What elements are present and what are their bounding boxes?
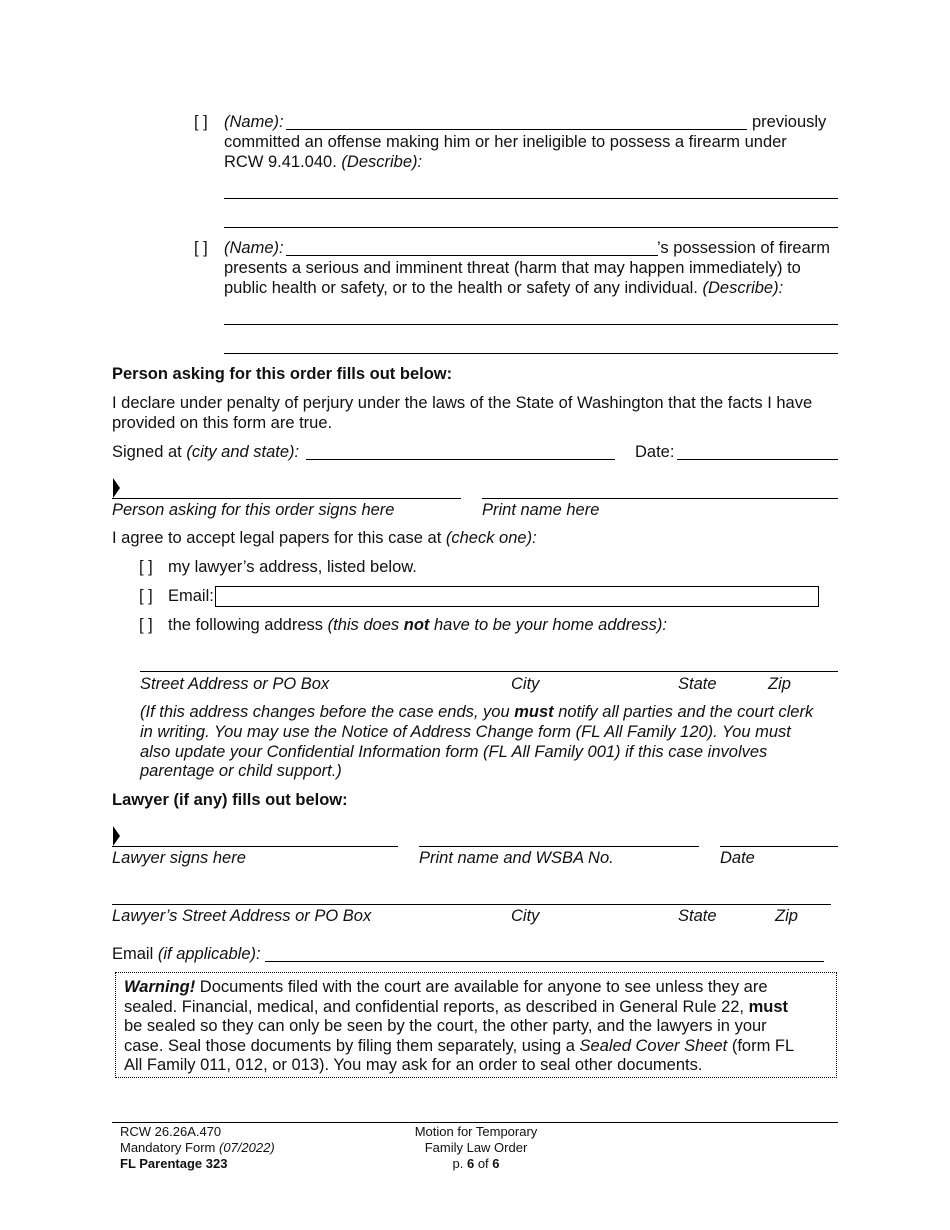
footer-rcw: RCW 26.26A.470 <box>120 1124 222 1139</box>
checkbox-ineligible[interactable]: [ ] <box>194 113 208 131</box>
name-label: (Name): <box>224 239 284 257</box>
lawyer-heading: Lawyer (if any) fills out below: <box>112 791 348 809</box>
lawyer-date-caption: Date <box>720 849 755 867</box>
lawyer-print-name-field[interactable] <box>419 846 699 847</box>
footer-title-2: Family Law Order <box>424 1140 528 1155</box>
describe-field-line-1[interactable] <box>224 324 838 325</box>
lawyer-email-field[interactable] <box>265 961 824 962</box>
person-signature-field[interactable] <box>112 498 461 499</box>
checkbox-following-address[interactable]: [ ] <box>139 616 153 634</box>
footer-form-number: FL Parentage 323 <box>120 1156 228 1171</box>
warning-line-3: be sealed so they can only be seen by the court, the other party, and the lawyers in your <box>124 1017 767 1035</box>
lawyer-signature-field[interactable] <box>112 846 398 847</box>
agree-line: I agree to accept legal papers for this case at (check one): <box>112 529 537 547</box>
checkbox-lawyer-address[interactable]: [ ] <box>139 558 153 576</box>
lawyer-street-caption: Lawyer’s Street Address or PO Box <box>112 907 372 925</box>
warning-box <box>115 972 837 1078</box>
option-following-address: the following address (this does not have to be your home address): <box>168 616 667 634</box>
text-line <box>224 278 783 298</box>
text-possession: ’s possession of firearm <box>657 239 831 257</box>
declaration-line-2: provided on this form are true. <box>112 414 333 432</box>
lawyer-state-caption: State <box>678 907 717 925</box>
describe-label: (Describe): <box>702 279 784 297</box>
text-previously: previously <box>752 113 827 131</box>
signed-at-label: Signed at (city and state): <box>112 443 300 461</box>
option-lawyer-address: my lawyer’s address, listed below. <box>168 558 417 576</box>
name-label: (Name): <box>224 113 284 131</box>
email-input[interactable] <box>215 586 819 607</box>
street-caption: Street Address or PO Box <box>140 675 330 693</box>
describe-field-line-2[interactable] <box>224 353 838 354</box>
person-print-name-field[interactable] <box>482 498 838 499</box>
checkbox-threat[interactable]: [ ] <box>194 239 208 257</box>
date-label: Date: <box>635 443 675 461</box>
option-email-label: Email: <box>168 587 214 605</box>
describe-field-line-2[interactable] <box>224 227 838 228</box>
text-line <box>224 152 422 172</box>
address-change-note-4: parentage or child support.) <box>140 762 342 780</box>
lawyer-print-caption: Print name and WSBA No. <box>419 849 614 867</box>
text-public-health: public health or safety, or to the health or safety of any individual. <box>224 279 698 297</box>
city-caption: City <box>511 675 540 693</box>
address-change-note-2: in writing. You may use the Notice of Address Change form (FL All Family 120). You must <box>140 723 791 741</box>
lawyer-city-caption: City <box>511 907 540 925</box>
footer-mandatory-form: Mandatory Form (07/2022) <box>120 1140 275 1155</box>
declaration-line-1: I declare under penalty of perjury under the laws of the State of Washington that the facts I have <box>112 394 813 412</box>
print-name-caption: Print name here <box>482 501 600 519</box>
date-field[interactable] <box>677 459 838 460</box>
address-change-note-1: (If this address changes before the case ends, you must notify all parties and the court clerk <box>140 703 814 721</box>
address-change-note-3: also update your Confidential Information form (FL All Family 001) if this case involves <box>140 743 768 761</box>
warning-line-4: case. Seal those documents by filing them separately, using a Sealed Cover Sheet (form FL <box>124 1037 795 1055</box>
footer-title-1: Motion for Temporary <box>414 1124 538 1139</box>
lawyer-email-label: Email (if applicable): <box>112 945 261 963</box>
address-field[interactable] <box>140 671 838 672</box>
lawyer-address-field[interactable] <box>112 904 831 905</box>
footer-rule <box>112 1122 838 1123</box>
footer-left <box>120 1124 275 1172</box>
text-line: presents a serious and imminent threat (harm that may happen immediately) to <box>224 259 801 277</box>
warning-line-5: All Family 011, 012, or 013). You may ask for an order to seal other documents. <box>124 1056 703 1074</box>
text-line: committed an offense making him or her ineligible to possess a firearm under <box>224 133 787 151</box>
text-rcw: RCW 9.41.040. <box>224 153 337 171</box>
person-heading: Person asking for this order fills out below: <box>112 365 453 383</box>
name-field-ineligible[interactable] <box>286 129 747 130</box>
warning-line-1: Warning! Documents filed with the court are available for anyone to see unless they are <box>124 978 768 996</box>
zip-caption: Zip <box>768 675 791 693</box>
lawyer-zip-caption: Zip <box>775 907 798 925</box>
lawyer-date-field[interactable] <box>720 846 838 847</box>
describe-label: (Describe): <box>341 153 423 171</box>
lawyer-signature-caption: Lawyer signs here <box>112 849 246 867</box>
checkbox-email[interactable]: [ ] <box>139 587 153 605</box>
warning-line-2: sealed. Financial, medical, and confidential reports, as described in General Rule 22, must <box>124 998 789 1016</box>
name-field-threat[interactable] <box>286 255 658 256</box>
describe-field-line-1[interactable] <box>224 198 838 199</box>
signed-at-field[interactable] <box>306 459 615 460</box>
footer-page-number: p. 6 of 6 <box>452 1156 500 1171</box>
signature-caption: Person asking for this order signs here <box>112 501 395 519</box>
sign-here-arrow-icon <box>113 826 120 846</box>
footer-center <box>376 1124 576 1172</box>
sign-here-arrow-icon <box>113 478 120 498</box>
state-caption: State <box>678 675 717 693</box>
